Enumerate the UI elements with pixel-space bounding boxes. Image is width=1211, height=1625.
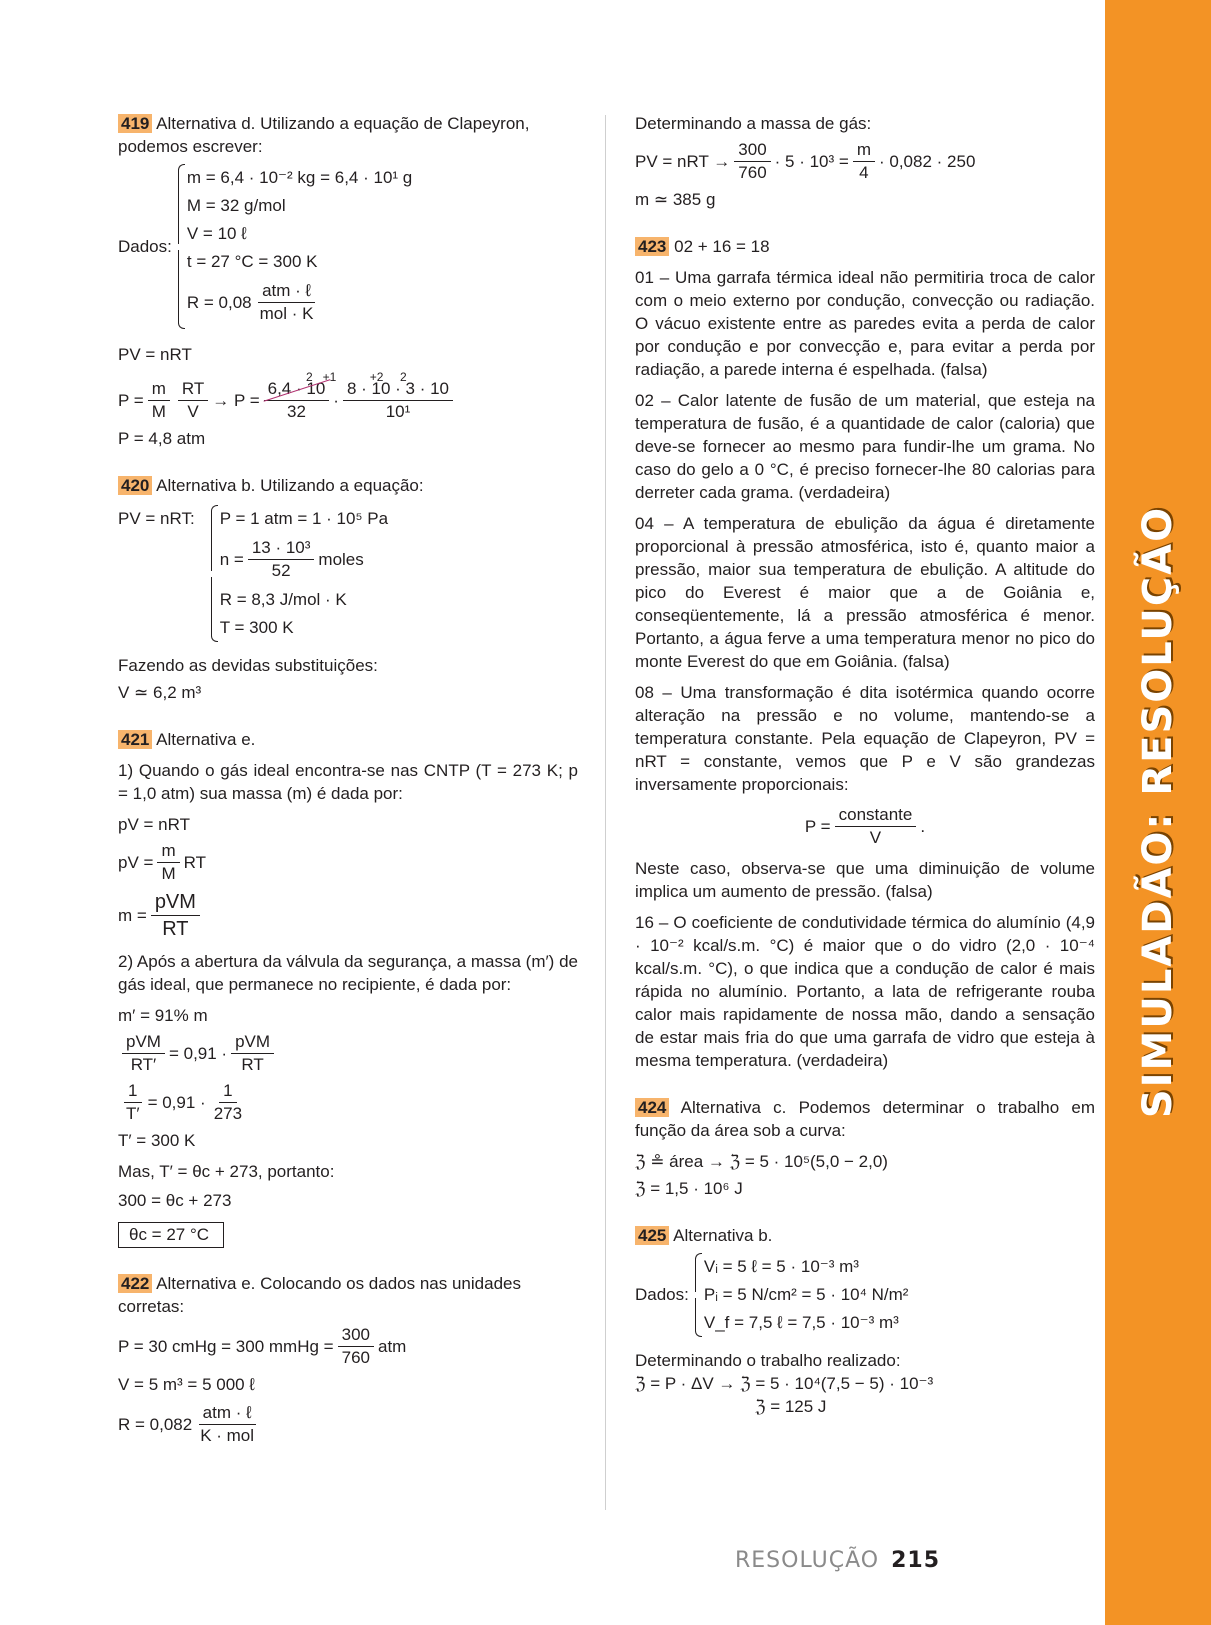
question-intro: Alternativa d. Utilizando a equação de Clapeyron, podemos escrever: (118, 114, 530, 156)
numerator: atm · ℓ (199, 1402, 256, 1425)
denominator: 52 (271, 561, 291, 580)
fraction (148, 378, 170, 423)
denominator: 32 (286, 402, 306, 421)
equation: P = $\frac{m}{M}$ $\frac{RT}{V}$ → P = $\frac{6,4 \cdot 10}{32}$ · $\frac{8 \cdot 10 \cdot 3 \cdot 10}{\text{10¹}}$ (118, 378, 578, 423)
equation: pV = nRT (118, 815, 190, 834)
question-423 (635, 235, 1095, 1072)
fraction (853, 139, 875, 184)
data-row: R = 8,3 J/mol · K (219, 590, 347, 609)
equation-text: → P = (212, 390, 260, 410)
data-label: PV = nRT: (118, 509, 195, 528)
equation-text: m = (118, 905, 147, 925)
right-column (635, 112, 1095, 1442)
numerator: 6,4 · 10 (264, 378, 330, 401)
equation (118, 1031, 578, 1076)
result: P = 4,8 atm (118, 429, 206, 448)
question-number: 419 (118, 114, 152, 133)
denominator: K · mol (200, 1426, 255, 1445)
data-row: Pᵢ = 5 N/cm² = 5 · 10⁴ N/m² (703, 1285, 909, 1304)
question-intro: Alternativa b. (673, 1226, 773, 1245)
column-divider (605, 115, 606, 1510)
equation (118, 1402, 578, 1447)
brace (207, 505, 216, 642)
equation: V = 5 m³ = 5 000 ℓ (118, 1375, 255, 1394)
question-number: 423 (635, 237, 669, 256)
data-row: P = 1 atm = 1 · 10⁵ Pa (219, 509, 389, 528)
page-number: 215 (891, 1548, 941, 1573)
denominator: mol · K (259, 304, 314, 323)
paragraph: 1) Quando o gás ideal encontra-se nas CNTP (T = 273 K; p = 1,0 atm) sua massa (m) é dada por: (118, 761, 578, 803)
result: V ≃ 6,2 m³ (118, 683, 202, 702)
result: ℨ = 1,5 · 10⁶ J (635, 1179, 743, 1198)
question-424 (635, 1096, 1095, 1200)
data-row: V = 10 ℓ (186, 224, 247, 243)
result: ℨ = 125 J (755, 1397, 827, 1416)
numerator: pVM (122, 1031, 165, 1054)
equation-text: = 0,91 · (147, 1092, 206, 1112)
equation-text: R = 0,08 (186, 292, 252, 312)
question-intro: 02 + 16 = 18 (674, 237, 770, 256)
denominator: RT (162, 918, 189, 940)
fraction (122, 1031, 165, 1076)
question-420 (118, 474, 578, 704)
data-row: T = 300 K (219, 618, 294, 637)
paragraph: Fazendo as devidas substituições: (118, 656, 378, 675)
equation-text: · 0,082 · 250 (879, 151, 976, 171)
data-label: Dados: (118, 236, 172, 256)
equation-text: · 5 · 10³ = (774, 151, 849, 171)
numerator: pVM (151, 889, 200, 916)
question-425 (635, 1224, 1095, 1418)
page-footer (735, 1548, 940, 1573)
footer-section: RESOLUÇÃO (735, 1548, 880, 1573)
equation-text: pV = (118, 852, 154, 872)
result: m ≃ 385 g (635, 190, 716, 209)
data-row: m = 6,4 · 10⁻² kg = 6,4 · 10¹ g (186, 168, 413, 187)
fraction (196, 1402, 258, 1447)
question-422-continued (635, 112, 1095, 211)
paragraph: 02 – Calor latente de fusão de um material, que esteja na temperatura de fusão, é a quantidade de calor (caloria) que deve-se fornecer ao mesmo para fundir-lhe um grama. No caso do gelo a 0 °C, é preciso fornecer-lhe 80 calorias para derreter cada grama. (verdadeira) (635, 391, 1095, 502)
equation: m′ = 91% m (118, 1006, 208, 1025)
fraction (122, 1080, 144, 1125)
equation (118, 1324, 578, 1369)
numerator: 300 (734, 139, 770, 162)
data-row: t = 27 °C = 300 K (186, 252, 318, 271)
equation-text: = 0,91 · (168, 1043, 228, 1063)
equation (118, 1080, 578, 1125)
data-row: M = 32 g/mol (186, 196, 286, 215)
equation-text: moles (318, 549, 364, 569)
fraction (210, 1080, 246, 1125)
fraction (734, 139, 770, 184)
paragraph: 04 – A temperatura de ebulição da água é diretamente proporcional à pressão atmosférica, isto é, quanto maior a pressão, maior sua temperatura de ebulição. A altitude do pico do Everest é maior que a de Goiânia e, conseqüentemente, lá a pressão atmosférica é menor. Portanto, a água ferve a uma temperatura menor no pico do monte Everest do que em Goiânia. (falsa) (635, 514, 1095, 671)
data-label: Dados: (635, 1285, 689, 1304)
question-number: 422 (118, 1274, 152, 1293)
question-422 (118, 1272, 578, 1447)
paragraph: Determinando o trabalho realizado: (635, 1351, 901, 1370)
question-intro: Alternativa e. (156, 730, 256, 749)
exponent-marks: 2 +1 +2 2 (306, 370, 407, 384)
fraction (256, 280, 318, 325)
question-intro: Alternativa e. Colocando os dados nas unidades corretas: (118, 1274, 521, 1316)
equation-text: . (920, 816, 926, 836)
equation (118, 840, 578, 885)
fraction (157, 840, 179, 885)
equation: Mas, T′ = θc + 273, portanto: (118, 1162, 335, 1181)
data-block (118, 505, 578, 642)
denominator: T′ (126, 1104, 140, 1123)
denominator: 4 (859, 163, 869, 182)
data-row: V_f = 7,5 ℓ = 7,5 · 10⁻³ m³ (703, 1313, 899, 1332)
equation-text: n = (219, 549, 244, 569)
paragraph: 2) Após a abertura da válvula da segurança, a massa (m′) de gás ideal, que permanece no recipiente, é dada por: (118, 952, 578, 994)
numerator: constante (835, 804, 917, 827)
boxed-result: θc = 27 °C (118, 1222, 224, 1248)
fraction (264, 378, 330, 423)
fraction (248, 537, 315, 582)
denominator: M (151, 402, 166, 421)
denominator: 760 (341, 1348, 370, 1367)
question-421 (118, 728, 578, 1248)
paragraph: 08 – Uma transformação é dita isotérmica quando ocorre alteração na pressão e no volume, mantendo-se a temperatura constante. Pela equação de Clapeyron, PV = nRT = constante, vemos que P e V são grandezas inversamente proporcionais: (635, 683, 1095, 794)
sidebar-band (1105, 0, 1211, 1625)
question-intro: Alternativa c. Podemos determinar o trabalho em função da área sob a curva: (635, 1098, 1095, 1140)
numerator: 8 · 10 · 3 · 10 (343, 378, 453, 401)
numerator: 1 (219, 1080, 236, 1103)
equation (118, 889, 578, 942)
equation: ℨ = P · ΔV → ℨ = 5 · 10⁴(7,5 − 5) · 10⁻³ (635, 1374, 934, 1393)
numerator: m (148, 378, 170, 401)
denominator: V (869, 828, 882, 847)
denominator: 760 (738, 163, 767, 182)
equation-text: P = (804, 816, 831, 836)
equation-text: P = (118, 390, 144, 410)
fraction (343, 378, 453, 423)
question-intro: Alternativa b. Utilizando a equação: (156, 476, 424, 495)
numerator: 13 · 10³ (248, 537, 315, 560)
equation (635, 804, 1095, 849)
fraction (338, 1324, 374, 1369)
paragraph: Determinando a massa de gás: (635, 114, 872, 133)
sidebar-title: SIMULADÃO: RESOLUÇÃO (1135, 505, 1181, 1119)
equation-text: R = 0,082 (118, 1414, 193, 1434)
equation: PV = nRT (118, 345, 192, 364)
numerator: 300 (338, 1324, 374, 1347)
data-block (635, 1253, 1095, 1337)
numerator: m (157, 840, 179, 863)
equation: T′ = 300 K (118, 1131, 196, 1150)
numerator: m (853, 139, 875, 162)
denominator: RT (241, 1055, 264, 1074)
numerator: pVM (231, 1031, 274, 1054)
question-number: 424 (635, 1098, 669, 1117)
question-number: 420 (118, 476, 152, 495)
fraction (151, 889, 200, 942)
equation-text: atm (377, 1336, 407, 1356)
question-number: 425 (635, 1226, 669, 1245)
equation: 300 = θc + 273 (118, 1191, 232, 1210)
data-row (220, 537, 388, 582)
paragraph: 01 – Uma garrafa térmica ideal não permitiria troca de calor com o meio externo por condução, convecção ou radiação. O vácuo existente entre as paredes evita a perda de calor por condução e por convecção e, para evitar a perda por radiação, a parede interna é espelhada. (falsa) (635, 268, 1095, 379)
numerator: RT (178, 378, 208, 401)
fraction (835, 804, 917, 849)
equation (635, 139, 1095, 184)
question-419 (118, 112, 578, 450)
data-row: Vᵢ = 5 ℓ = 5 · 10⁻³ m³ (703, 1257, 859, 1276)
equation-text: PV = nRT → (635, 151, 731, 171)
equation: ℨ ≗ área → ℨ = 5 · 10⁵(5,0 − 2,0) (635, 1152, 888, 1171)
denominator: 273 (213, 1104, 243, 1123)
paragraph: 16 – O coeficiente de condutividade térmica do alumínio (4,9 · 10⁻² kcal/s.m. °C) é maior que o do vidro (2,0 · 10⁻⁴ kcal/s.m. °C), o que indica que a condução de calor é mais rápida no alumínio. Portanto, a lata de refrigerante rouba calor mais rapidamente de nossa mão, dando a sensação de estar mais fria do que uma garrafa de vidro que esteja à mesma temperatura. (verdadeira) (635, 913, 1095, 1070)
equation-text: RT (183, 852, 206, 872)
denominator: RT′ (130, 1055, 157, 1074)
denominator: 10¹ (385, 402, 411, 421)
brace (691, 1253, 700, 1337)
denominator: M (161, 864, 176, 883)
numerator: atm · ℓ (258, 280, 315, 303)
fraction (231, 1031, 274, 1076)
denominator: V (187, 402, 199, 421)
data-block (118, 164, 578, 329)
left-column (118, 112, 578, 1471)
numerator: 1 (124, 1080, 141, 1103)
question-number: 421 (118, 730, 152, 749)
fraction (178, 378, 208, 423)
equation-text: P = 30 cmHg = 300 mmHg = (118, 1336, 334, 1356)
brace (174, 164, 183, 329)
paragraph: Neste caso, observa-se que uma diminuição de volume implica um aumento de pressão. (falsa) (635, 859, 1095, 901)
data-row (187, 280, 412, 325)
